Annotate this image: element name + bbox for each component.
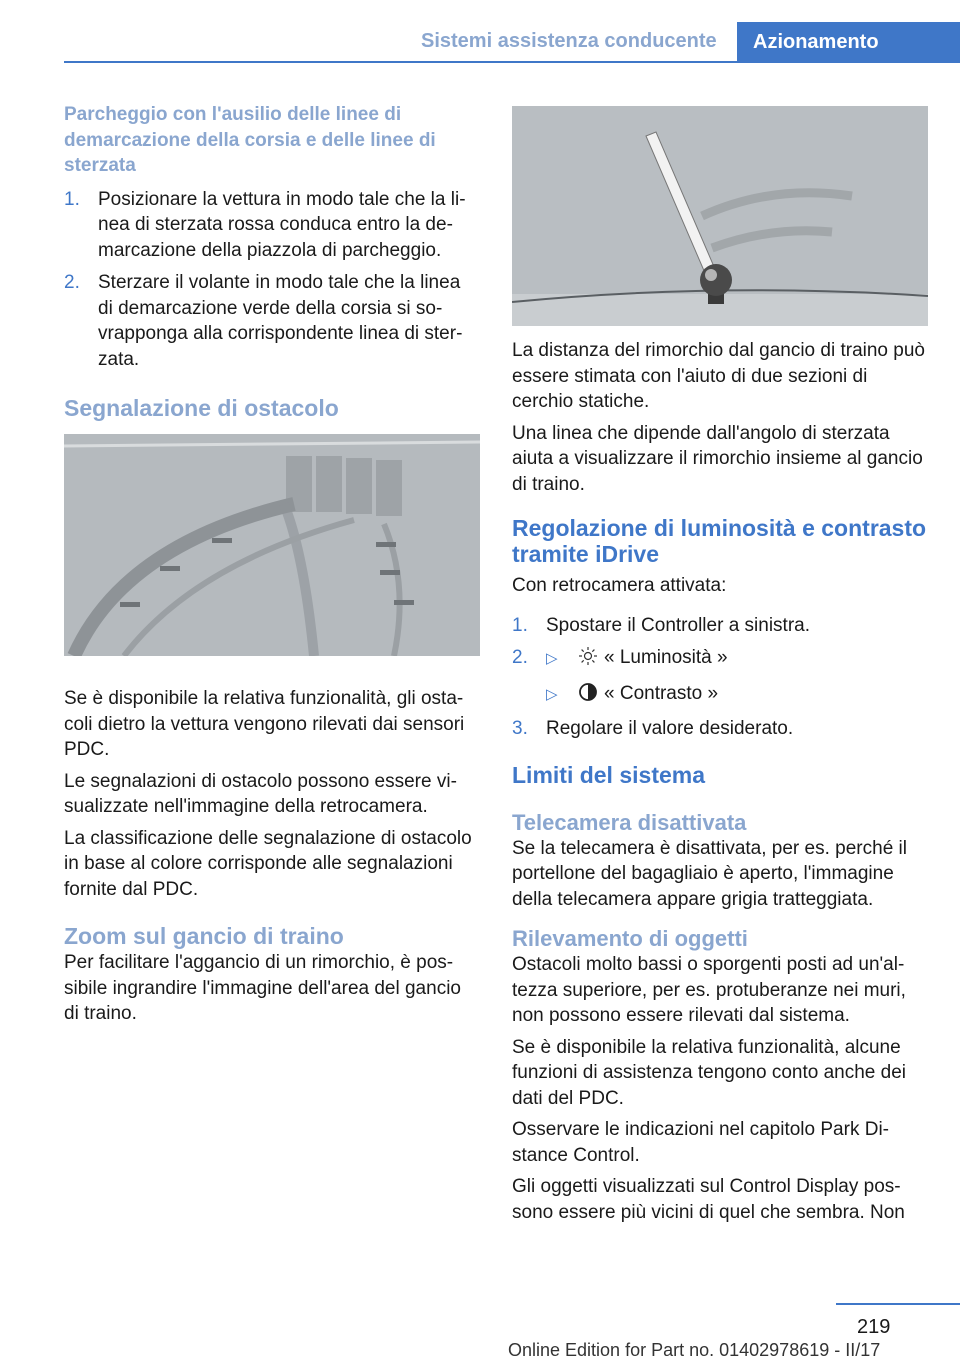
triangle-marker-icon: ▷ [546, 685, 558, 703]
subheading-camera-off: Telecamera disattivata [512, 809, 747, 835]
paragraph: Se è disponibile la relativa funzionalità, alcune funzioni di assistenza tengono conto anche dei dati del PDC. [512, 1036, 906, 1109]
paragraph: La classificazione delle segnalazione di ostacolo in base al colore corrisponde alle segnalazioni fornite dal PDC. [64, 827, 472, 900]
paragraph: Gli oggetti visualizzati sul Control Display possono essere più vicini di quel che sembra. Non [512, 1176, 905, 1223]
paragraph: Una linea che dipende dall'angolo di sterzata aiuta a visualizzare il rimorchio insieme al gancio di traino. [512, 422, 923, 495]
tow-hitch-zoom-illustration [512, 106, 928, 326]
image-spacer [64, 422, 480, 686]
page-number: 219 [857, 1316, 891, 1338]
running-header-section: Sistemi assistenza conducente [421, 30, 717, 52]
paragraph: Con retrocamera attivata: [512, 575, 727, 596]
paragraph: Osservare le indicazioni nel capitolo Park Distance Control. [512, 1119, 889, 1166]
parking-steps-list [64, 187, 480, 373]
list-item: 3. Regolare il valore desiderato. [512, 718, 794, 739]
list-item: ▷ « Contrasto » [546, 682, 719, 704]
heading-obstacle-marking: Segnalazione di ostacolo [64, 395, 339, 421]
footer-rule [836, 1303, 960, 1305]
edition-note: Online Edition for Part no. 01402978619 - II/17 [508, 1340, 881, 1360]
heading-system-limits: Limiti del sistema [512, 761, 706, 788]
running-header-chapter: Azionamento [737, 22, 960, 62]
heading-brightness-contrast: Regolazione di luminosità e contrasto tramite iDrive [512, 515, 927, 567]
idrive-steps-list [512, 613, 928, 742]
contrast-icon [578, 682, 598, 702]
paragraph: Per facilitare l'aggancio di un rimorchio, è possibile ingrandire l'immagine dell'area del gancio di traino. [64, 952, 461, 1024]
triangle-marker-icon: ▷ [546, 650, 558, 667]
brightness-icon [578, 646, 598, 666]
heading-tow-hitch-zoom: Zoom sul gancio di traino [64, 923, 344, 949]
list-item: 2. Sterzare il volante in modo tale che la linea di demarcazione verde della corsia si sovrapponga alla corrispondente linea di sterzata. [64, 272, 463, 370]
header-rule [64, 61, 960, 63]
paragraph: La distanza del rimorchio dal gancio di traino può essere stimata con l'aiuto di due sezioni di cerchio statiche. [512, 340, 925, 412]
paragraph: Se la telecamera è disattivata, per es. perché il portellone del bagagliaio è aperto, l'immagine della telecamera appare grigia tratteggiata. [512, 837, 907, 910]
subheading-object-detection: Rilevamento di oggetti [512, 926, 748, 951]
subheading-parking-lines: Parcheggio con l'ausilio delle linee di demarcazione della corsia e delle linee di sterzata [64, 104, 436, 176]
left-column [64, 102, 480, 1033]
list-item: 2. ▷ « Luminosità » [512, 647, 728, 668]
paragraph: Ostacoli molto bassi o sporgenti posti ad un'altezza superiore, per es. protuberanze nei muri, non possono essere rilevati dal sistema. [512, 954, 906, 1026]
list-item: 1. Spostare il Controller a sinistra. [512, 614, 810, 636]
list-item: 1. Posizionare la vettura in modo tale che la linea di sterzata rossa conduca entro la demarcazione della piazzola di parcheggio. [64, 188, 466, 261]
paragraph: Le segnalazioni di ostacolo possono essere visualizzate nell'immagine della retrocamera. [64, 770, 457, 817]
right-column [512, 338, 928, 1231]
paragraph: Se è disponibile la relativa funzionalità, gli ostacoli dietro la vettura vengono rilevati dai sensori PDC. [64, 688, 465, 760]
